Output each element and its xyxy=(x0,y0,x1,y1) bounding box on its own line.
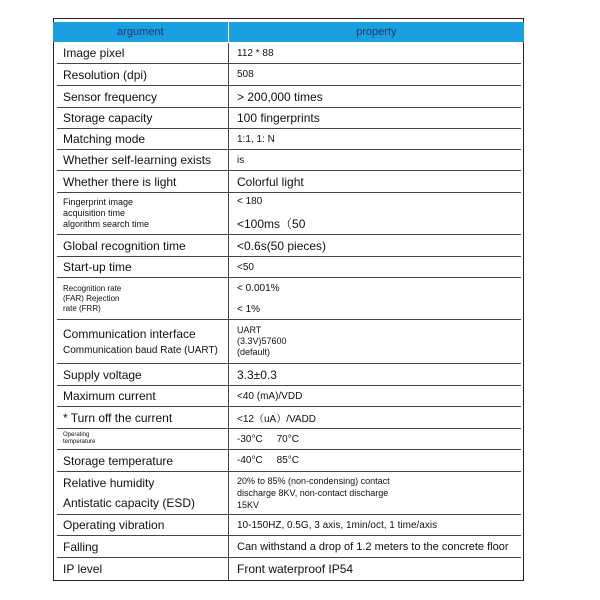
table-row xyxy=(57,86,521,108)
table-row xyxy=(57,108,521,129)
argument-cell: Global recognition time xyxy=(57,235,229,256)
argument-line: (FAR) Rejection xyxy=(63,293,120,303)
argument-cell: Whether there is light xyxy=(57,171,229,192)
property-cell: 100 fingerprints xyxy=(237,111,320,125)
property-cell: 112 * 88 xyxy=(237,47,274,59)
property-cell xyxy=(229,472,521,514)
property-cell: is xyxy=(237,154,245,166)
table-row xyxy=(57,472,521,515)
argument-line: Antistatic capacity (ESD) xyxy=(63,496,196,510)
property-line: (3.3V)57600 xyxy=(237,336,287,346)
table-row xyxy=(57,43,521,64)
argument-line: Communication baud Rate (UART) xyxy=(63,345,218,356)
property-line: discharge 8KV, non-contact discharge xyxy=(237,488,389,498)
argument-cell xyxy=(57,193,229,234)
table-row xyxy=(57,450,521,472)
property-cell: <50 xyxy=(237,261,254,273)
property-cell: > 200,000 times xyxy=(237,89,323,104)
property-line: <100ms（50 xyxy=(237,216,306,231)
argument-cell xyxy=(57,278,229,319)
table-row xyxy=(57,235,521,257)
property-cell xyxy=(229,320,521,363)
property-line: 15KV xyxy=(237,500,260,510)
argument-cell: Storage temperature xyxy=(57,450,229,471)
argument-cell: * Turn off the current xyxy=(57,407,229,428)
argument-cell: Matching mode xyxy=(57,129,229,149)
argument-line: acquisition time xyxy=(63,208,126,218)
argument-cell: Falling xyxy=(57,536,229,557)
table-row xyxy=(57,171,521,193)
property-line: 20% to 85% (non-condensing) contact xyxy=(237,476,390,486)
table-row xyxy=(57,150,521,171)
argument-line: Fingerprint image xyxy=(63,197,134,207)
property-cell: <0.6s(50 pieces) xyxy=(237,238,327,253)
table-row xyxy=(57,64,521,86)
property-line: < 0.001% xyxy=(237,282,280,294)
property-line: < 1% xyxy=(237,303,261,315)
argument-cell: Storage capacity xyxy=(57,108,229,128)
property-cell xyxy=(229,193,521,234)
argument-line: temperature xyxy=(63,439,96,445)
table-header xyxy=(53,22,524,42)
table-row xyxy=(57,278,521,320)
property-cell: 1:1, 1: N xyxy=(237,133,275,145)
argument-cell: Image pixel xyxy=(57,43,229,63)
table-row xyxy=(57,386,521,407)
argument-line: rate (FRR) xyxy=(63,303,101,313)
property-line: (default) xyxy=(237,347,271,357)
table-row xyxy=(57,429,521,450)
argument-cell: Supply voltage xyxy=(57,364,229,385)
property-cell: Colorful light xyxy=(237,174,304,189)
argument-cell xyxy=(57,429,229,449)
property-cell: 10-150HZ, 0.5G, 3 axis, 1min/oct, 1 time/axis xyxy=(237,519,438,531)
property-cell: -40°C 85°C xyxy=(237,455,299,466)
argument-cell xyxy=(57,472,229,514)
property-line: < 180 xyxy=(237,195,263,207)
table-row xyxy=(57,193,521,235)
argument-cell: Maximum current xyxy=(57,386,229,406)
argument-line: algorithm search time xyxy=(63,219,150,229)
argument-cell: Sensor frequency xyxy=(57,86,229,107)
table-row xyxy=(57,515,521,536)
property-cell: 3.3±0.3 xyxy=(237,367,277,382)
argument-cell: Whether self-learning exists xyxy=(57,150,229,170)
property-cell: <40 (mA)/VDD xyxy=(237,390,303,402)
property-cell: 508 xyxy=(237,69,254,80)
table-row xyxy=(57,257,521,278)
property-cell: Front waterproof IP54 xyxy=(237,562,354,576)
argument-line: Recognition rate xyxy=(63,283,122,293)
header-argument: argument xyxy=(53,22,229,42)
argument-line: Communication interface xyxy=(63,327,196,341)
argument-line: Operating xyxy=(63,432,90,438)
argument-line: Relative humidity xyxy=(63,476,155,490)
argument-cell: IP level xyxy=(57,558,229,580)
table-row xyxy=(57,129,521,150)
property-cell: -30°C 70°C xyxy=(237,433,299,445)
property-cell xyxy=(229,278,521,319)
header-property: property xyxy=(229,22,524,42)
argument-cell: Start-up time xyxy=(57,257,229,277)
argument-cell xyxy=(57,320,229,363)
table-row xyxy=(57,558,521,580)
table-row xyxy=(57,320,521,364)
argument-cell: Resolution (dpi) xyxy=(57,64,229,85)
property-cell: Can withstand a drop of 1.2 meters to the concrete floor xyxy=(237,540,509,553)
property-cell: <12（uA）/VADD xyxy=(237,414,317,425)
table-row xyxy=(57,536,521,558)
property-line: UART xyxy=(237,325,262,335)
argument-cell: Operating vibration xyxy=(57,515,229,535)
table-row xyxy=(57,407,521,429)
table-row xyxy=(57,364,521,386)
